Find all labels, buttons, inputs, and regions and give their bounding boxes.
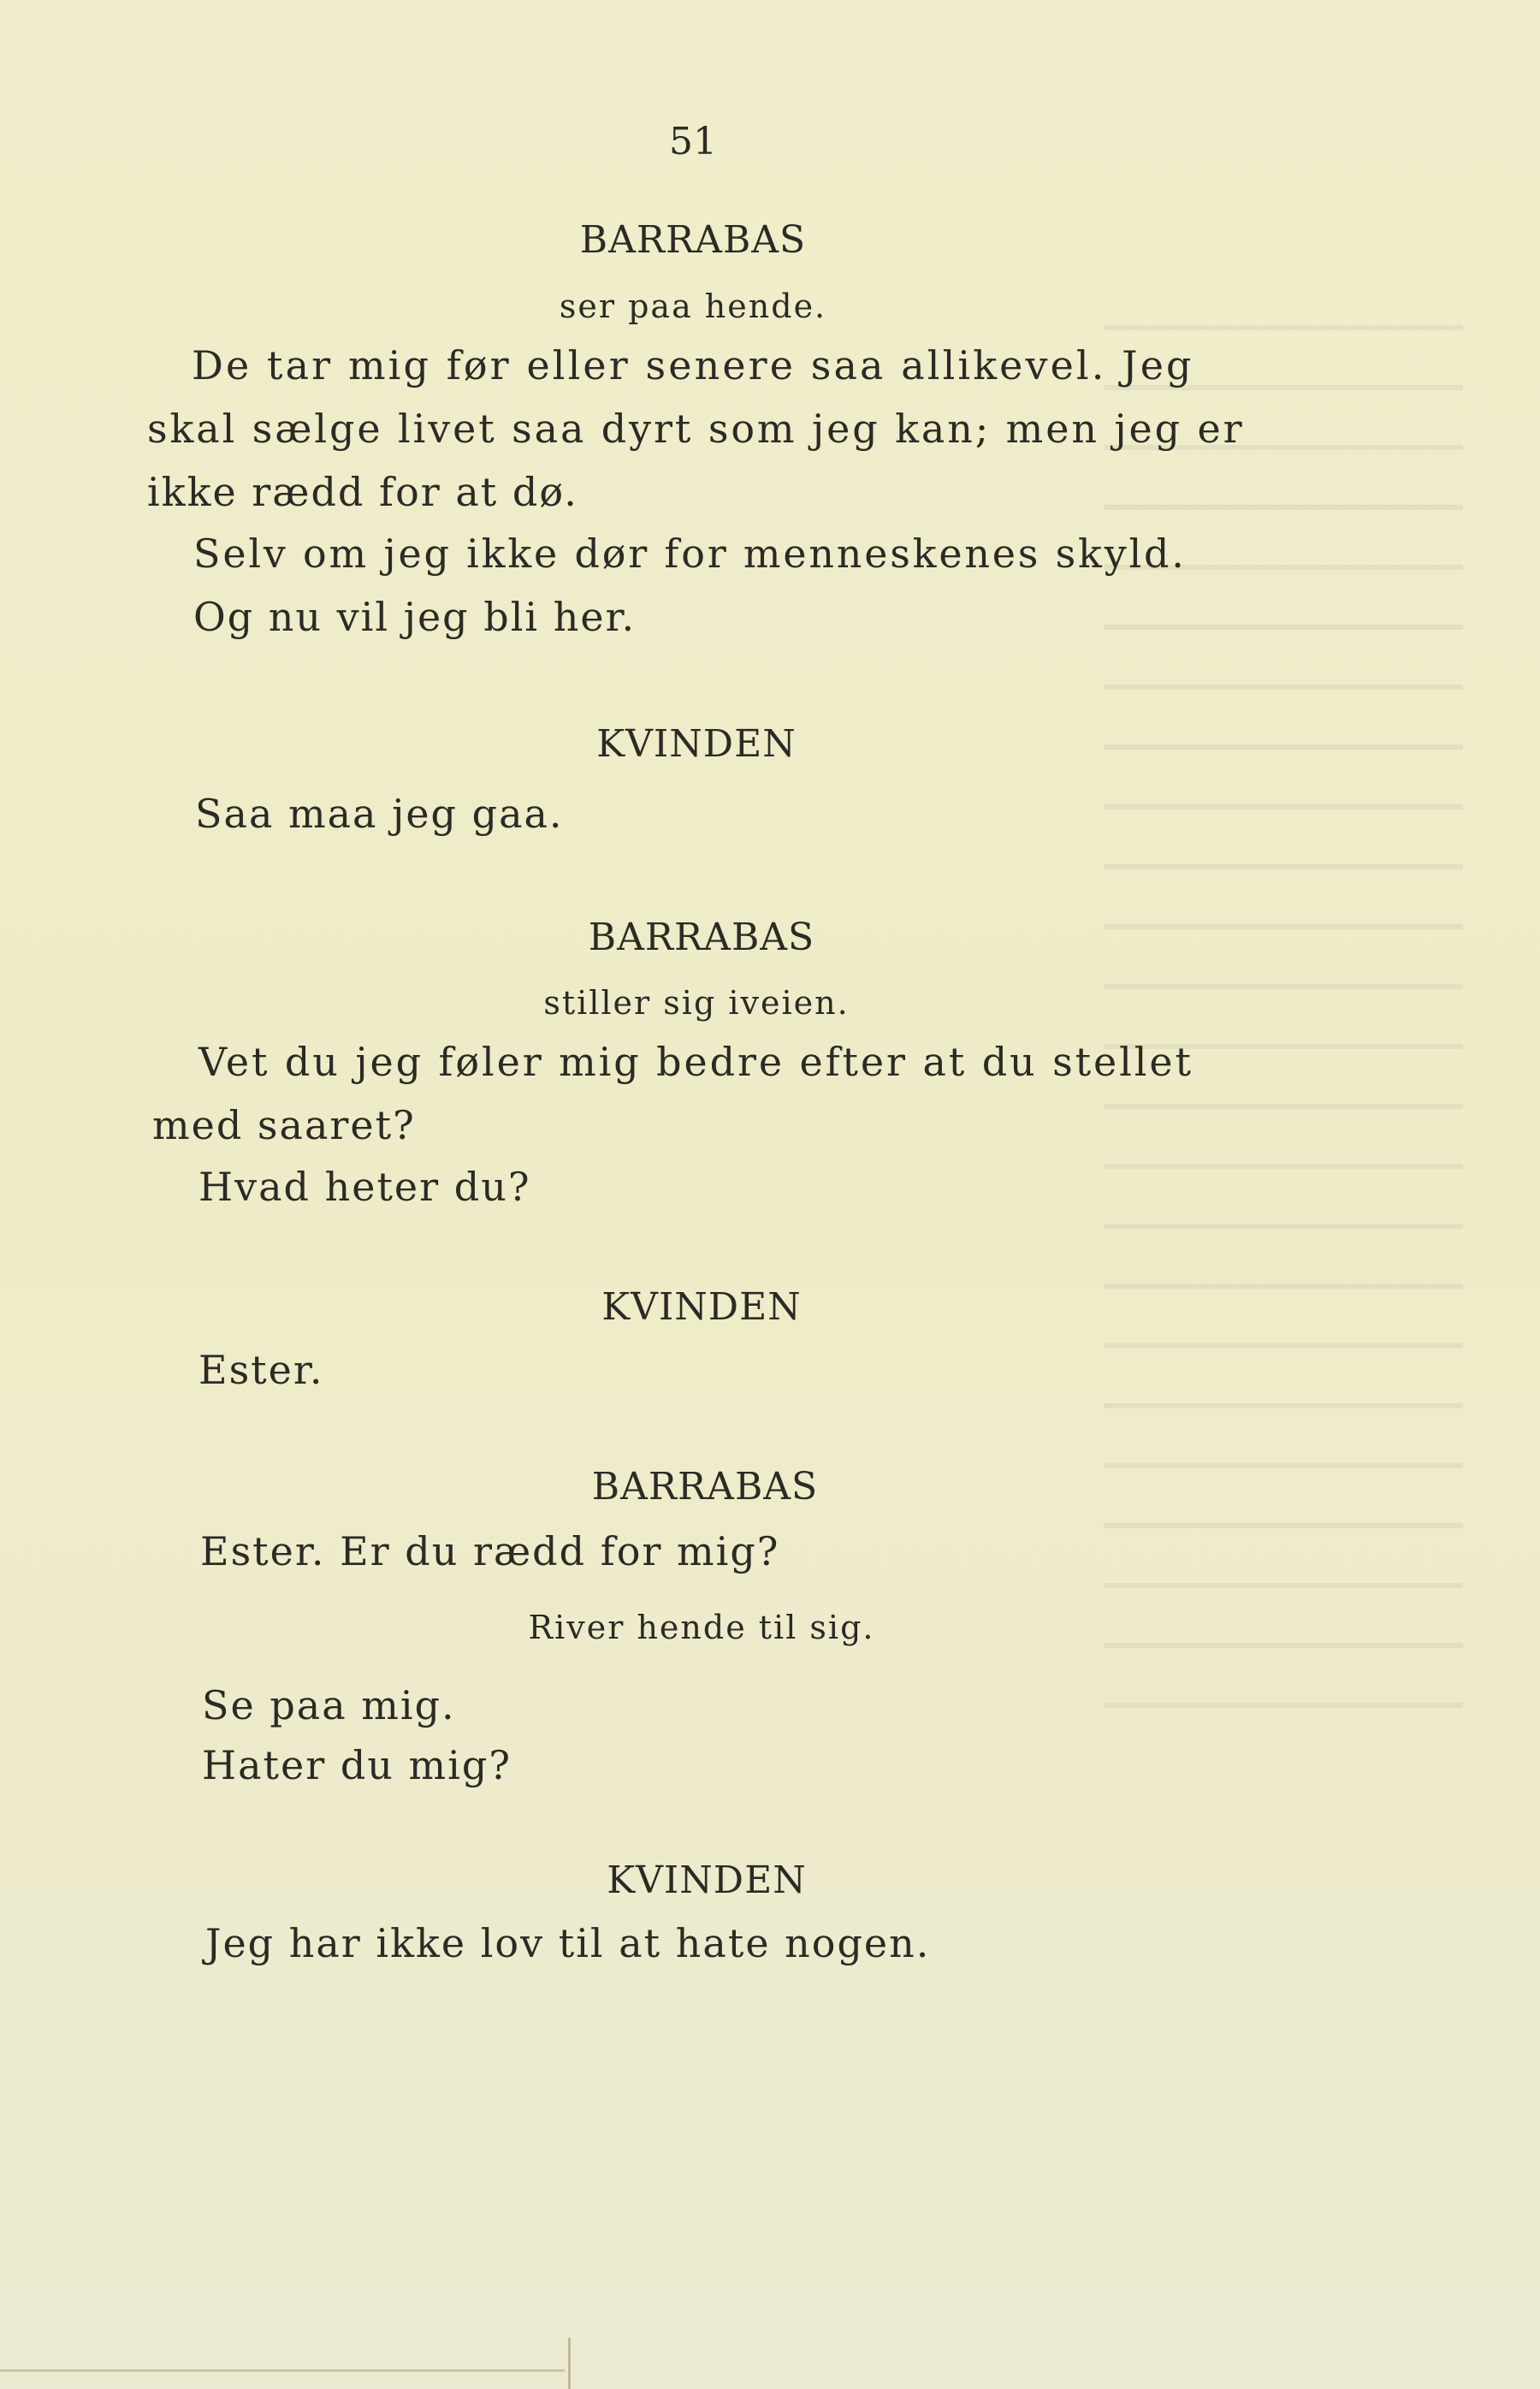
dialogue-line: Hvad heter du? (198, 1164, 531, 1210)
page-edge-mark (568, 2338, 571, 2389)
dialogue-line: Jeg har ikke lov til at hate nogen. (205, 1920, 931, 1966)
dialogue-line: Se paa mig. (202, 1682, 456, 1728)
speaker-kvinden: KVINDEN (607, 1858, 807, 1902)
stage-direction: stiller sig iveien. (543, 984, 850, 1022)
dialogue-line: Og nu vil jeg bli her. (193, 594, 637, 640)
dialogue-line: Ester. Er du rædd for mig? (200, 1528, 780, 1574)
dialogue-line: Vet du jeg føler mig bedre efter at du stellet (198, 1039, 1194, 1085)
stage-direction: River hende til sig. (528, 1609, 875, 1646)
speaker-barrabas: BARRABAS (588, 916, 815, 959)
speaker-barrabas: BARRABAS (579, 218, 807, 262)
speaker-kvinden: KVINDEN (601, 1285, 802, 1329)
stage-direction: ser paa hende. (559, 288, 827, 325)
dialogue-line: skal sælge livet saa dyrt som jeg kan; men jeg er (147, 406, 1245, 452)
speaker-barrabas: BARRABAS (591, 1465, 819, 1509)
dialogue-line: Hater du mig? (202, 1742, 512, 1788)
dialogue-line: Saa maa jeg gaa. (195, 791, 564, 837)
dialogue-line: med saaret? (152, 1102, 416, 1148)
page-edge-line (0, 2369, 565, 2372)
page-number: 51 (669, 120, 717, 163)
dialogue-line: Selv om jeg ikke dør for menneskenes skyld. (193, 531, 1187, 577)
dialogue-line: De tar mig før eller senere saa allikevel. Jeg (192, 342, 1194, 388)
show-through-texture (1104, 282, 1463, 1737)
dialogue-line: ikke rædd for at dø. (147, 469, 578, 515)
dialogue-line: Ester. (198, 1347, 324, 1393)
speaker-kvinden: KVINDEN (596, 722, 797, 766)
